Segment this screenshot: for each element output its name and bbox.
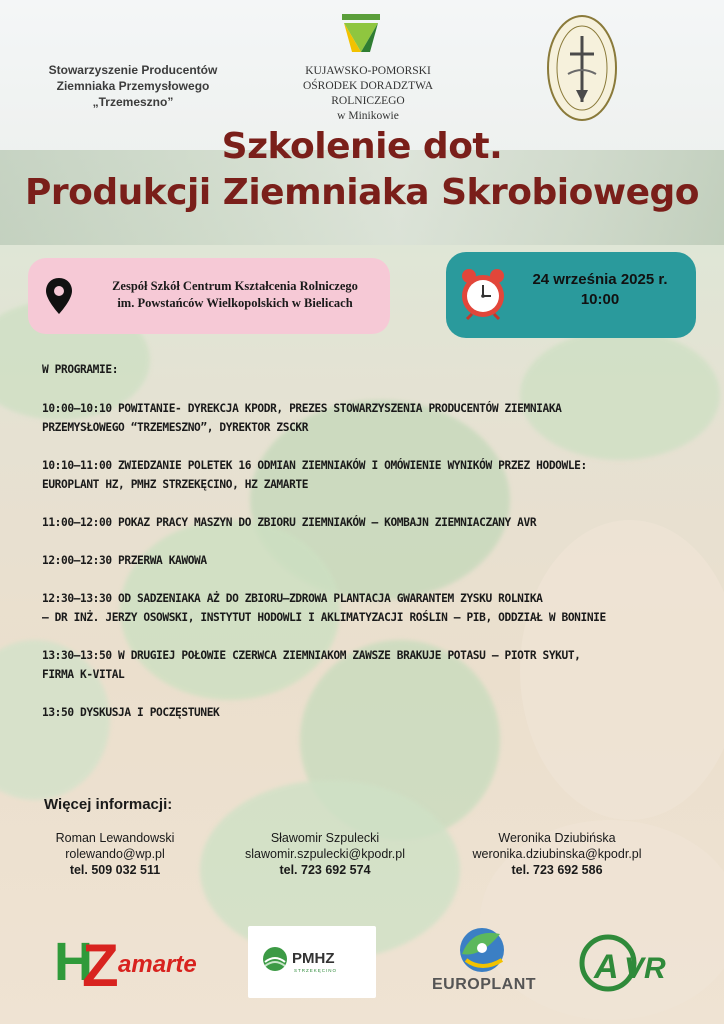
program-item <box>42 456 682 494</box>
kodr-logo-icon <box>342 14 380 54</box>
school-seal-icon <box>546 14 618 122</box>
svg-text:A: A <box>594 948 619 986</box>
program-item <box>42 513 682 532</box>
more-info-heading: Więcej informacji: <box>44 796 173 813</box>
europlant-name: EUROPLANT <box>431 976 537 993</box>
venue-line2: im. Powstańców Wielkopolskich w Bielicach <box>117 296 353 310</box>
program-item-line: – DR INŻ. JERZY OSOWSKI, INSTYTUT HODOWLI I AKLIMATYZACJI ROŚLIN – PIB, ODDZIAŁ W BONINIE <box>42 611 606 624</box>
contact-name: Roman Lewandowski <box>55 831 175 845</box>
org-name-line3: „Trzemeszno” <box>92 95 174 109</box>
event-date: 24 września 2025 r. <box>532 271 668 288</box>
alarm-clock-icon <box>458 266 508 320</box>
program-item <box>42 589 682 627</box>
europlant-mark-icon <box>420 920 540 980</box>
program-item-line: 12:30–13:30 OD SADZENIAKA AŻ DO ZBIORU–ZDROWA PLANTACJA GWARANTEM ZYSKU ROLNIKA <box>42 592 543 605</box>
pmhz-name: PMHZ <box>292 950 335 967</box>
program-item-line: PRZEMYSŁOWEGO “TRZEMESZNO”, DYREKTOR ZSCKR <box>42 421 309 434</box>
svg-text:H: H <box>54 932 93 992</box>
contact-phone[interactable]: tel. 723 692 574 <box>279 863 371 877</box>
program-item <box>42 646 682 684</box>
contact-name: Weronika Dziubińska <box>498 831 616 845</box>
contact-email[interactable]: weronika.dziubinska@kpodr.pl <box>472 847 642 861</box>
page-title-line1: Szkolenie dot. <box>221 126 503 167</box>
map-pin-icon <box>44 277 74 315</box>
org-name-line2: Ziemniaka Przemysłowego <box>56 79 210 93</box>
contact-email[interactable]: slawomir.szpulecki@kpodr.pl <box>245 847 405 861</box>
event-date-time <box>510 270 690 310</box>
kodr-logo-text <box>268 64 468 124</box>
contact-card <box>40 830 190 878</box>
program-item-line: 11:00–12:00 POKAZ PRACY MASZYN DO ZBIORU ZIEMNIAKÓW – KOMBAJN ZIEMNIACZANY AVR <box>42 516 537 529</box>
program-item <box>42 703 682 722</box>
event-time: 10:00 <box>580 291 620 308</box>
pmhz-mark-icon <box>262 946 288 972</box>
org-name-line1: Stowarzyszenie Producentów <box>48 63 218 77</box>
program-item-line: FIRMA K-VITAL <box>42 668 125 681</box>
contact-email[interactable]: rolewando@wp.pl <box>65 847 165 861</box>
venue-box <box>28 258 390 334</box>
svg-text:Z: Z <box>82 932 119 992</box>
kodr-name-line2: OŚRODEK DORADZTWA ROLNICZEGO <box>302 80 433 107</box>
org-logo-text <box>28 62 238 110</box>
contact-card <box>225 830 425 878</box>
program-item-line: 12:00–12:30 PRZERWA KAWOWA <box>42 554 207 567</box>
page-title-line2: Produkcji Ziemniaka Skrobiowego <box>24 172 700 213</box>
contact-card <box>452 830 662 878</box>
svg-text:amarte: amarte <box>118 951 197 978</box>
venue-line1: Zespół Szkół Centrum Kształcenia Rolniczego <box>112 279 358 293</box>
avr-logo <box>578 934 672 992</box>
program-item-line: 10:10–11:00 ZWIEDZANIE POLETEK 16 ODMIAN ZIEMNIAKÓW I OMÓWIENIE WYNIKÓW PRZEZ HODOWLE: <box>42 459 587 472</box>
program-heading: W PROGRAMIE: <box>42 363 119 376</box>
pmhz-logo <box>248 926 376 998</box>
program-item <box>42 551 682 570</box>
kodr-name-line1: KUJAWSKO-POMORSKI <box>305 65 431 77</box>
svg-text:VR: VR <box>624 952 666 985</box>
program-item-line: 13:30–13:50 W DRUGIEJ POŁOWIE CZERWCA ZIEMNIAKOM ZAWSZE BRAKUJE POTASU – PIOTR SYKUT, <box>42 649 581 662</box>
hz-zamarte-logo <box>52 928 214 992</box>
venue-address <box>92 278 378 312</box>
program-item <box>42 399 682 437</box>
program-section <box>42 360 682 741</box>
date-box <box>446 252 696 338</box>
pmhz-subtitle: STRZEKĘCINO <box>294 968 338 973</box>
program-item-line: 13:50 DYSKUSJA I POCZĘSTUNEK <box>42 706 220 719</box>
kodr-name-line3: w Minikowie <box>337 110 399 122</box>
contact-phone[interactable]: tel. 509 032 511 <box>69 863 161 877</box>
europlant-logo <box>420 920 540 1000</box>
contact-name: Sławomir Szpulecki <box>270 831 380 845</box>
contact-phone[interactable]: tel. 723 692 586 <box>511 863 603 877</box>
program-item-line: EUROPLANT HZ, PMHZ STRZEKĘCINO, HZ ZAMARTE <box>42 478 309 491</box>
program-item-line: 10:00–10:10 POWITANIE- DYREKCJA KPODR, PREZES STOWARZYSZENIA PRODUCENTÓW ZIEMNIAKA <box>42 402 562 415</box>
